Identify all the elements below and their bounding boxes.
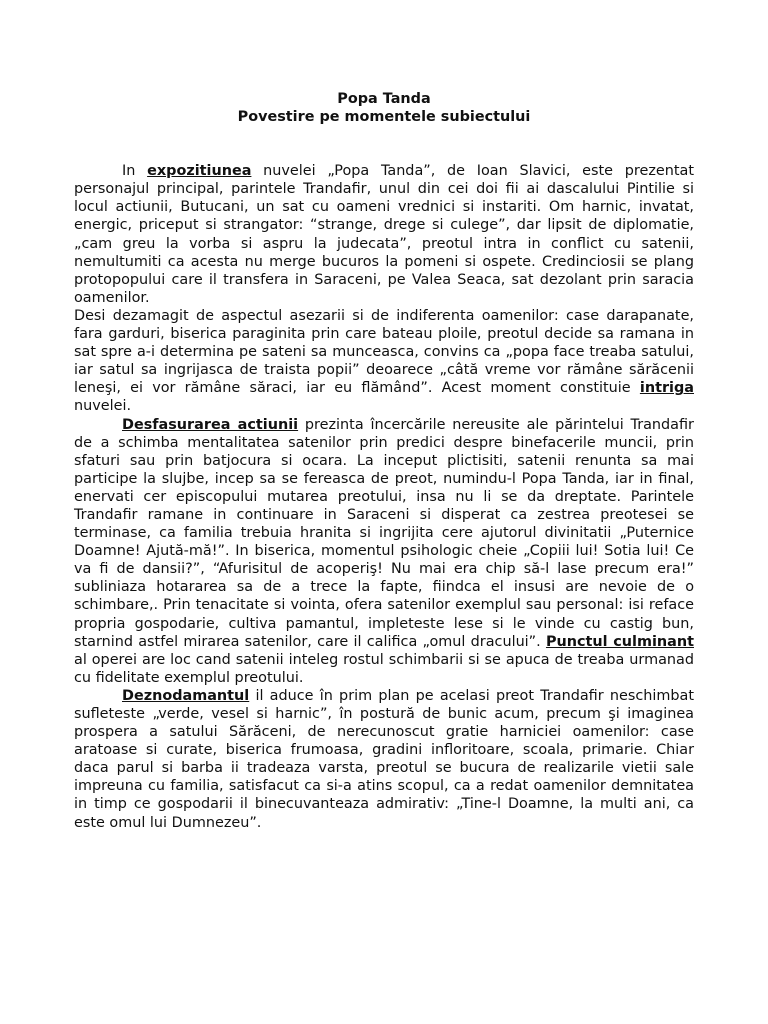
- document-title: Popa Tanda: [337, 91, 431, 107]
- p1-text-post: nuvelei „Popa Tanda”, de Ioan Slavici, este prezentat personajul principal, parintele Trandafir, unul din cei doi fii ai dascalului Pintilie si locul actiunii, Butucani, un sat cu oameni vrednici si instariti. Om harnic, invatat, energic, priceput si strangator: “strange, drege si culege”, dar lipsit de diplomatie, „cam greu la vorba si aspru la judecata”, preotul intra in conflict cu satenii, nemultumiti ca acesta nu merge bucuros la pomeni si ospete. Credinciosii se plang protopopului care il transfera in Saraceni, pe Valea Seaca, sat dezolant prin saracia oamenilor.: [74, 163, 694, 306]
- p3-text-mid: prezinta încercările nereusite ale părintelui Trandafir de a schimba mentalitatea satenilor prin predici despre binefacerile muncii, prin sfaturi sau prin batjocura si ocara. La inceput plictisiti, satenii renunta sa mai participe la slujbe, incep sa se fereasca de preot, numindu-l Popa Tanda, iar in final, enervati cer episcopului mutarea preotului, insa nu li se da dreptate. Parintele Trandafir ramane in continuare in Saraceni si disperat ca zestrea preotesei se terminase, ca familia trebuia hranita si ingrijita cere ajutorul divinitatii „Puternice Doamne! Ajută-mă!”. In biserica, momentul psihologic cheie „Copiii lui! Sotia lui! Ce va fi de dansii?”, “Afurisitul de acoperiş! Nu mai era chip să-l lase precum era!” subliniaza hotararea sa de a trece la fapte, fiindca el insusi are nevoie de o schimbare,. Prin tenacitate si vointa, ofera satenilor exemplul sau personal: isi reface propria gospodarie, cultiva pamantul, impleteste lese si le vinde cu castig bun, starnind astfel mirarea satenilor, care il califica „omul dracului”.: [74, 416, 694, 650]
- paragraph-deznodamantul: [74, 687, 694, 832]
- document-page: [74, 90, 694, 832]
- keyword-desfasurarea-actiunii: Desfasurarea actiunii: [122, 416, 299, 433]
- p3-text-post: al operei are loc cand satenii inteleg rostul schimbarii si se apuca de treaba urmanad cu fidelitate exemplul preotului.: [74, 651, 694, 686]
- p4-text-post: il aduce în prim plan pe acelasi preot Trandafir neschimbat sufleteste „verde, vesel si harnic”, în postură de bunic acum, precum şi imaginea prospera a satului Sărăceni, de nerecunoscut gratie harniciei oamenilor: case aratoase si curate, biserica frumoasa, gradini infloritoare, scoala, primarie. Chiar daca parul si barba ii tradeaza varsta, preotul se bucura de realizarile vietii sale impreuna cu familia, satisfacut ca si-a atins scopul, ca a redat oamenilor demnitatea in timp ce gospodarii il binecuvanteaza admirativ: „Tine-l Doamne, la multi ani, ca este omul lui Dumnezeu”.: [74, 687, 694, 831]
- title-block: [74, 90, 694, 126]
- keyword-intriga: intriga: [639, 380, 694, 397]
- keyword-punctul-culminant: Punctul culminant: [545, 633, 694, 650]
- p1-text-pre: In: [122, 163, 148, 180]
- keyword-expozitiunea: expozitiunea: [147, 163, 252, 180]
- paragraph-desfasurarea: [74, 416, 694, 687]
- p2-text-post: nuvelei.: [74, 398, 132, 415]
- paragraph-expozitiunea: [74, 162, 694, 307]
- keyword-deznodamantul: Deznodamantul: [122, 687, 250, 704]
- document-subtitle: Povestire pe momentele subiectului: [237, 109, 531, 126]
- p2-text-pre: Desi dezamagit de aspectul asezarii si de indiferenta oamenilor: case darapanate, fara garduri, biserica paraginita prin care bateau ploile, preotul decide sa ramana in sat spre a-i determina pe sateni sa munceasca, convins ca „popa face treaba satului, iar satul sa ingrijasca de traista popii” deoarece „câtă vreme vor rămâne sărăcenii leneşi, ei vor rămâne săraci, iar eu flămând”. Acest moment constituie: [74, 307, 694, 397]
- paragraph-intriga: [74, 307, 694, 416]
